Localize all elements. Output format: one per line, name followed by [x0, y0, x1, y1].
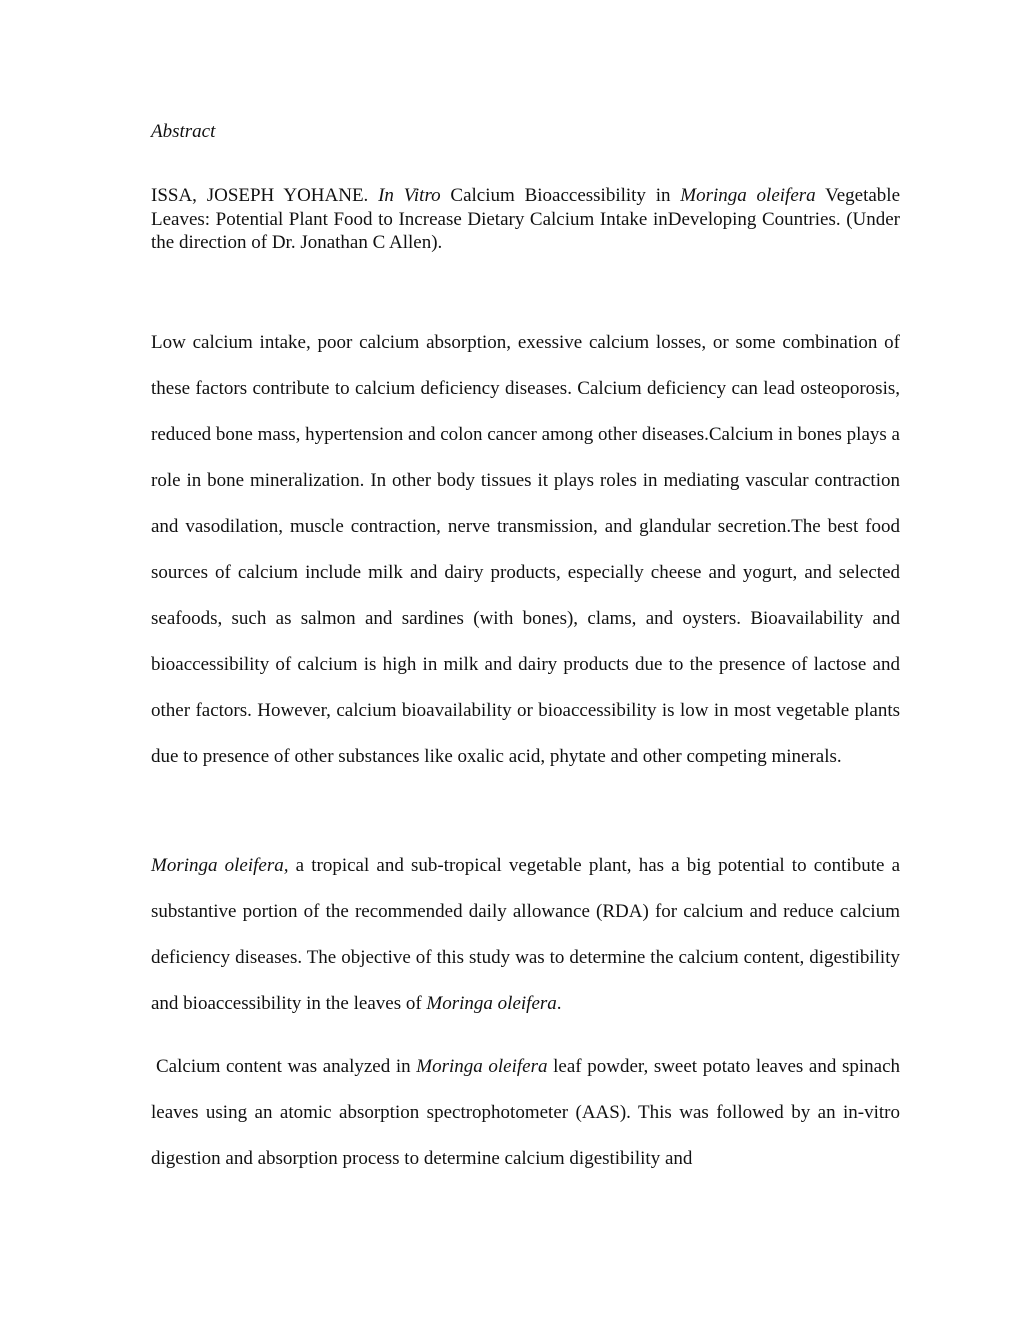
citation-title-text-1: Calcium Bioaccessibility in: [450, 185, 671, 206]
paragraph2-italic-species-end: Moringa oleifera: [426, 993, 557, 1014]
citation-title-italic-1: In Vitro: [378, 185, 441, 206]
paragraph2-italic-species: Moringa oleifera,: [151, 855, 289, 876]
paragraph3-italic-species: Moringa oleifera: [416, 1056, 548, 1077]
abstract-heading: Abstract: [151, 121, 216, 142]
citation-title-italic-2: Moringa oleifera: [680, 185, 816, 206]
abstract-paragraph-2: [151, 843, 900, 1027]
abstract-paragraph-3: [151, 1044, 900, 1182]
paragraph2-text: a tropical and sub-tropical vegetable plant, has a big potential to contibute a substantive portion of the recommended daily allowance (RDA) for calcium and reduce calcium deficiency diseases. The objective of this study was to determine the calcium content, digestibility and bioaccessibility in the leaves of: [151, 855, 900, 1014]
citation-title-text-2: Vegetable Leaves: Potential Plant Food to Increase Dietary Calcium Intake inDeveloping Countries. (Under the direction of Dr. Jonathan C Allen).: [151, 185, 900, 253]
citation-author: ISSA, JOSEPH YOHANE.: [151, 185, 369, 206]
paragraph3-text-start: Calcium content was analyzed in: [156, 1056, 411, 1077]
paragraph2-end-punct: .: [556, 993, 562, 1014]
abstract-paragraph-1: Low calcium intake, poor calcium absorption, exessive calcium losses, or some combination of these factors contribute to calcium deficiency diseases. Calcium deficiency can lead osteoporosis, reduced bone mass, hypertension and colon cancer among other diseases.Calcium in bones plays a role in bone mineralization. In other body tissues it plays roles in mediating vascular contraction and vasodilation, muscle contraction, nerve transmission, and glandular secretion.The best food sources of calcium include milk and dairy products, especially cheese and yogurt, and selected seafoods, such as salmon and sardines (with bones), clams, and oysters. Bioavailability and bioaccessibility of calcium is high in milk and dairy products due to the presence of lactose and other factors. However, calcium bioavailability or bioaccessibility is low in most vegetable plants due to presence of other substances like oxalic acid, phytate and other competing minerals.: [151, 332, 900, 767]
paragraph3-text-end: leaf powder, sweet potato leaves and spinach leaves using an atomic absorption spectrophotometer (AAS). This was followed by an in-vitro digestion and absorption process to determine calcium digestibility and: [151, 1056, 901, 1169]
citation-block: [151, 184, 900, 255]
